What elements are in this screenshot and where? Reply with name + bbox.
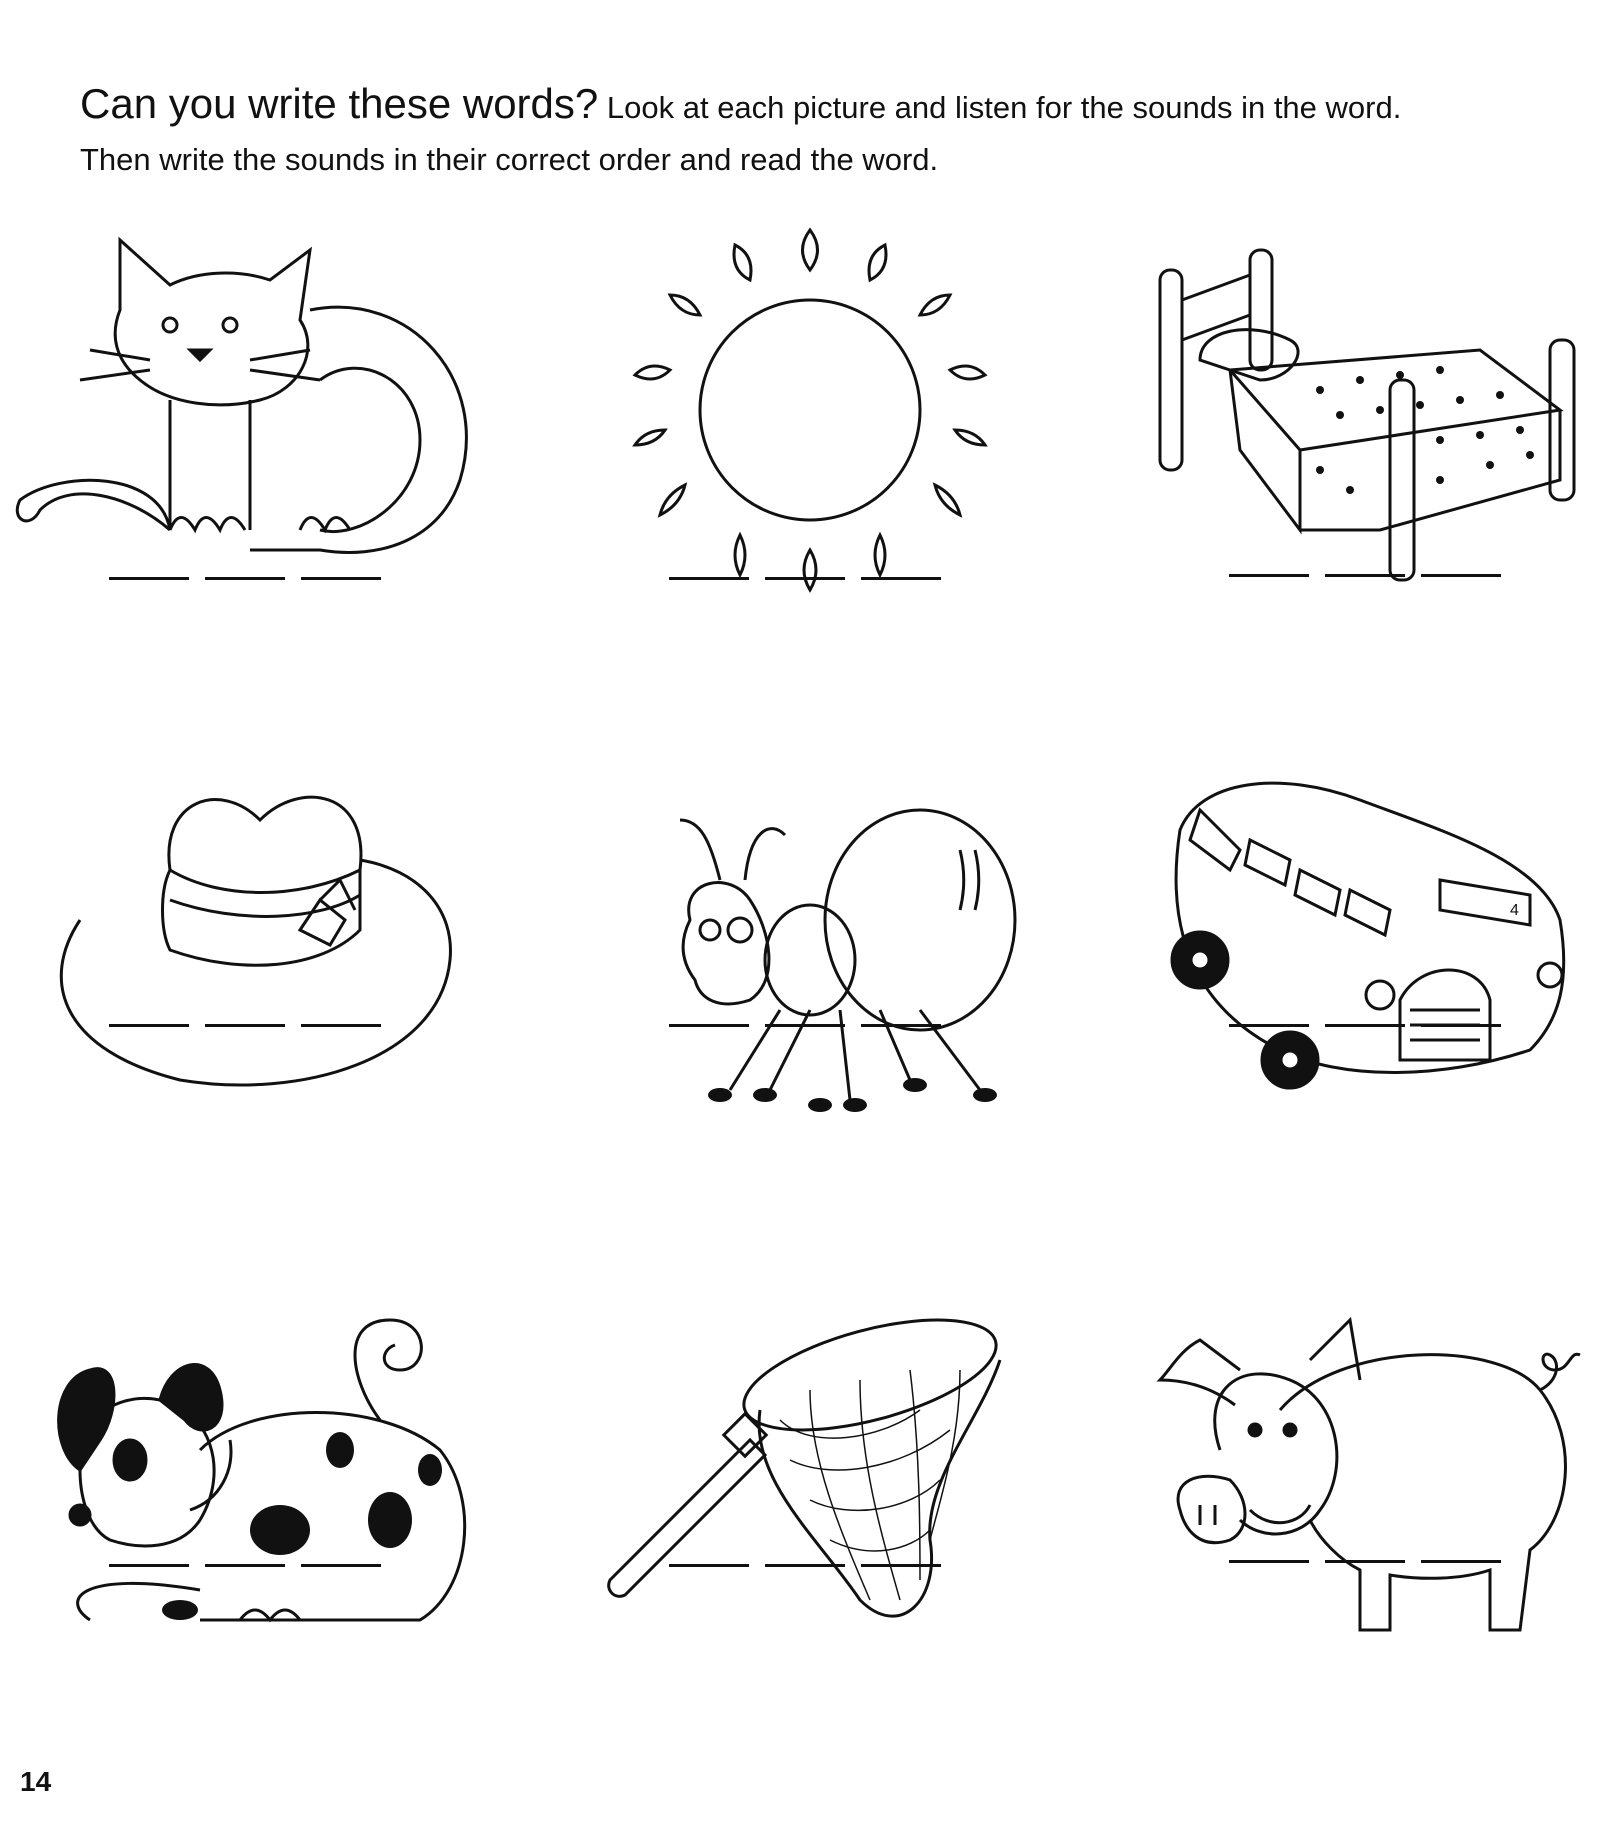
answer-blanks[interactable] (20, 575, 470, 580)
letter-blank[interactable] (109, 1022, 189, 1027)
picture-cell-cat (20, 230, 470, 700)
letter-blank[interactable] (301, 1562, 381, 1567)
sun-icon (580, 230, 1030, 590)
picture-cell-pig (1140, 1300, 1590, 1770)
letter-blank[interactable] (109, 1562, 189, 1567)
dog-icon (20, 1300, 470, 1660)
letter-blank[interactable] (765, 575, 845, 580)
pig-icon (1140, 1300, 1590, 1660)
letter-blank[interactable] (1229, 1022, 1309, 1027)
letter-blank[interactable] (109, 575, 189, 580)
letter-blank[interactable] (1229, 572, 1309, 577)
cat-icon (20, 230, 470, 590)
letter-blank[interactable] (669, 1562, 749, 1567)
letter-blank[interactable] (1421, 572, 1501, 577)
letter-blank[interactable] (1325, 1022, 1405, 1027)
letter-blank[interactable] (301, 1022, 381, 1027)
letter-blank[interactable] (205, 575, 285, 580)
bed-icon (1140, 230, 1590, 590)
answer-blanks[interactable] (20, 1562, 470, 1567)
answer-blanks[interactable] (1140, 1022, 1590, 1027)
answer-blanks[interactable] (1140, 572, 1590, 577)
picture-cell-dog (20, 1300, 470, 1770)
page-number: 14 (20, 1766, 52, 1797)
svg-text:4: 4 (1510, 902, 1519, 919)
letter-blank[interactable] (669, 575, 749, 580)
picture-cell-sun (580, 230, 1030, 700)
letter-blank[interactable] (765, 1562, 845, 1567)
hat-icon (20, 760, 470, 1120)
picture-cell-bed (1140, 230, 1590, 700)
letter-blank[interactable] (205, 1022, 285, 1027)
answer-blanks[interactable] (1140, 1558, 1590, 1563)
letter-blank[interactable] (1421, 1022, 1501, 1027)
letter-blank[interactable] (205, 1562, 285, 1567)
instructions-lead: Can you write these words? (80, 80, 599, 127)
answer-blanks[interactable] (580, 1562, 1030, 1567)
answer-blanks[interactable] (20, 1022, 470, 1027)
letter-blank[interactable] (861, 575, 941, 580)
ant-icon (580, 760, 1030, 1120)
letter-blank[interactable] (861, 1022, 941, 1027)
letter-blank[interactable] (301, 575, 381, 580)
letter-blank[interactable] (765, 1022, 845, 1027)
letter-blank[interactable] (1325, 1558, 1405, 1563)
bus-icon (1140, 760, 1590, 1120)
letter-blank[interactable] (669, 1022, 749, 1027)
picture-cell-net (580, 1300, 1030, 1770)
letter-blank[interactable] (861, 1562, 941, 1567)
instructions-body: Look at each picture and listen for the sounds in the word. Then write the sounds in their correct order and read the word. (80, 90, 1402, 177)
answer-blanks[interactable] (580, 575, 1030, 580)
letter-blank[interactable] (1325, 572, 1405, 577)
instructions (80, 78, 1460, 186)
letter-blank[interactable] (1421, 1558, 1501, 1563)
picture-cell-bus (1140, 760, 1590, 1230)
answer-blanks[interactable] (580, 1022, 1030, 1027)
net-icon (580, 1300, 1030, 1660)
picture-cell-ant (580, 760, 1030, 1230)
letter-blank[interactable] (1229, 1558, 1309, 1563)
picture-cell-hat (20, 760, 470, 1230)
